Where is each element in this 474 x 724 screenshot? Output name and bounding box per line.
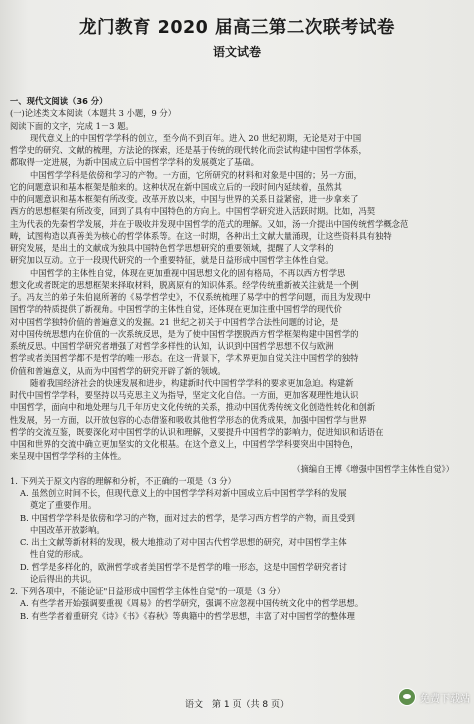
text-line: 2. 下列各项中，不能论证"日益形成中国哲学主体性自觉"的一项是（3 分） [10,586,286,596]
text-line: 研究加以互动。立于一段现代研究的一个重要特征，就是日益形成中国哲学主体性自觉。 [10,255,334,266]
text-line: 研究发展，是出土的文献成为独具中国特色哲学思想研究的重要领域，提醒了人文学科的 [10,243,334,253]
text-line: 奠定了重要作用。 [30,500,97,511]
text-line: C. 出土文献等新材料的发现，极大地推动了对中国古代哲学思想的研究，对中国哲学主体 [20,537,347,547]
wechat-logo-icon [398,688,416,706]
page-footer: 语文 第 1 页（共 8 页） [185,700,289,710]
text-line: 中国哲学，面向中和地处理与几千年历史文化传统的关系，推动中国优秀传统文化创造性转化和创新 [10,402,376,413]
text-line: 1. 下列关于原文内容的理解和分析，不正确的一项是（3 分） [10,475,236,486]
text-line: 来呈现中国哲学学科的主体性。 [10,451,127,462]
text-line: 子。冯友兰的弟子朱伯崑所著的《易学哲学史》，不仅系统梳理了易学中的哲学问题，而且为发现中 [10,292,371,302]
watermark [398,688,470,706]
text-line: 中国哲学学科是依傍和学习的产物。一方面，它所研究的材料和对象是中国的；另一方面， [30,169,362,180]
text-line: 时代中国哲学学科，要坚持以马克思主义为指导，坚定文化自信。一方面，更加客观理性地认识 [10,390,359,400]
text-line: 都取得一定进展，为新中国成立后中国哲学学科的发展奠定了基础。 [10,157,259,168]
text-line: 价值和普遍意义，从而为中国哲学的研究开辟了新的领域。 [10,365,226,376]
watermark-label: 免费下载站 [420,693,470,705]
text-line: 中国改革开放影响。 [30,524,105,535]
text-line: D. 哲学是多样化的，欧洲哲学或者美国哲学不是哲学的唯一形态，这是中国哲学研究者讨 [20,561,347,572]
text-line: 论后得出的共识。 [30,573,97,584]
exam-subtitle: 语文试卷 [212,45,261,59]
text-line: 中国哲学的主体性自觉，体现在更加重视中国思想文化的固有格局，不再以西方哲学思 [30,267,346,278]
text-line: 中的问题意识和基本框架有所改变。改革开放以来，中国与世界的关系日益紧密，进一步拿来了 [10,194,359,204]
text-line: 随着我国经济社会的快速发展和进步，构建新时代中国哲学学科的要求更加急迫。构建新 [30,377,354,388]
text-line: 西方的思想框架有所改变，回到了具有中国特色的方向上。中国哲学研究进入活跃时期。比如，冯契 [10,206,376,217]
text-line: A. 虽然创立时间不长，但现代意义上的中国哲学学科对新中国成立后中国哲学学科的发展 [20,488,347,498]
text-line: （摘编自王博《增强中国哲学主体性自觉》） [292,463,454,474]
text-line: 性自觉的形成。 [30,549,89,560]
text-line: 现代意义上的中国哲学学科的创立，至今尚不到百年。进入 20 世纪初期，无论是对于中国 [30,132,362,143]
text-line: 主为代表的先秦哲学发展，并在于吸收并发现中国哲学的范式的理解。又如，汤一介提出中国传统哲学概念范 [10,218,409,229]
text-line: 中国和世界的交流中确立更加坚实的文化根基。在这个意义上，中国哲学学科要突出中国特色， [10,439,359,449]
text-line: 哲学史的研究、文献的梳理，方法论的探索，还是基于传统的现代转化而尝试构建中国哲学体系， [10,145,367,155]
text-line: 一、现代文阅读（36 分） [10,96,108,106]
text-line: B. 中国哲学学科是依傍和学习的产物，面对过去的哲学，是学习西方哲学的产物，而且受到 [20,512,355,523]
text-line: 对中国传统思想内在价值的一次系统反思，是为了使中国哲学摆脱西方哲学框架构建中国哲学的 [10,328,359,339]
text-line: 阅读下面的文字，完成 1－3 题。 [10,120,134,131]
text-line: 国哲学的特质提供了新视角。中国哲学的主体性自觉，还体现在更加注重中国哲学的现代价 [10,304,342,315]
exam-title: 龙门教育 2020 届高三第二次联考试卷 [79,18,395,38]
text-line: 想文化或者既定的思想框架来择取材料，脱离原有的知识体系。经学传统重新被关注就是一个例 [10,279,359,290]
text-line: A. 有些学者开始强调要重视《周易》的哲学研究，强调不应忽视中国传统文化中的哲学思想。 [20,598,364,609]
text-line: 它的问题意识和基本框架是舶来的。这种状况在新中国成立后的一段时间内延续着，虽然其 [10,181,342,192]
text-line: 哲学的交流互鉴，既要深化对中国哲学的认识和理解，又要提升中国哲学的影响力，促进知识和话语在 [10,426,384,437]
text-line: 系统反思。中国哲学研究者增强了对哲学多样性的认知，认识到中国哲学思想不仅与欧洲 [10,341,334,351]
text-line: 畴，试图构造以真善美为核心的哲学体系等。在这一时期，各种出土文献大量涌现，让这些资料具有独特 [10,230,392,241]
exam-body [10,95,466,622]
text-line: 对中国哲学独特价值的普遍意义的发掘。21 世纪之初关于中国哲学合法性问题的讨论，是 [10,316,339,327]
text-line: 哲学或者美国哲学都不是哲学的唯一形态。在这一背景下，学术界更加自觉关注中国哲学的独特 [10,353,359,364]
text-line: (一)论述类文本阅读（本题共 3 小题，9 分） [10,108,176,119]
text-line: 性发展，另一方面，以开放包容的心态借鉴和吸收其他哲学形态的优秀成果，加强中国哲学与世界 [10,414,367,425]
text-line: B. 有些学者着重研究《诗》《书》《春秋》等典籍中的哲学思想，丰富了对中国哲学的整体理 [20,610,355,621]
